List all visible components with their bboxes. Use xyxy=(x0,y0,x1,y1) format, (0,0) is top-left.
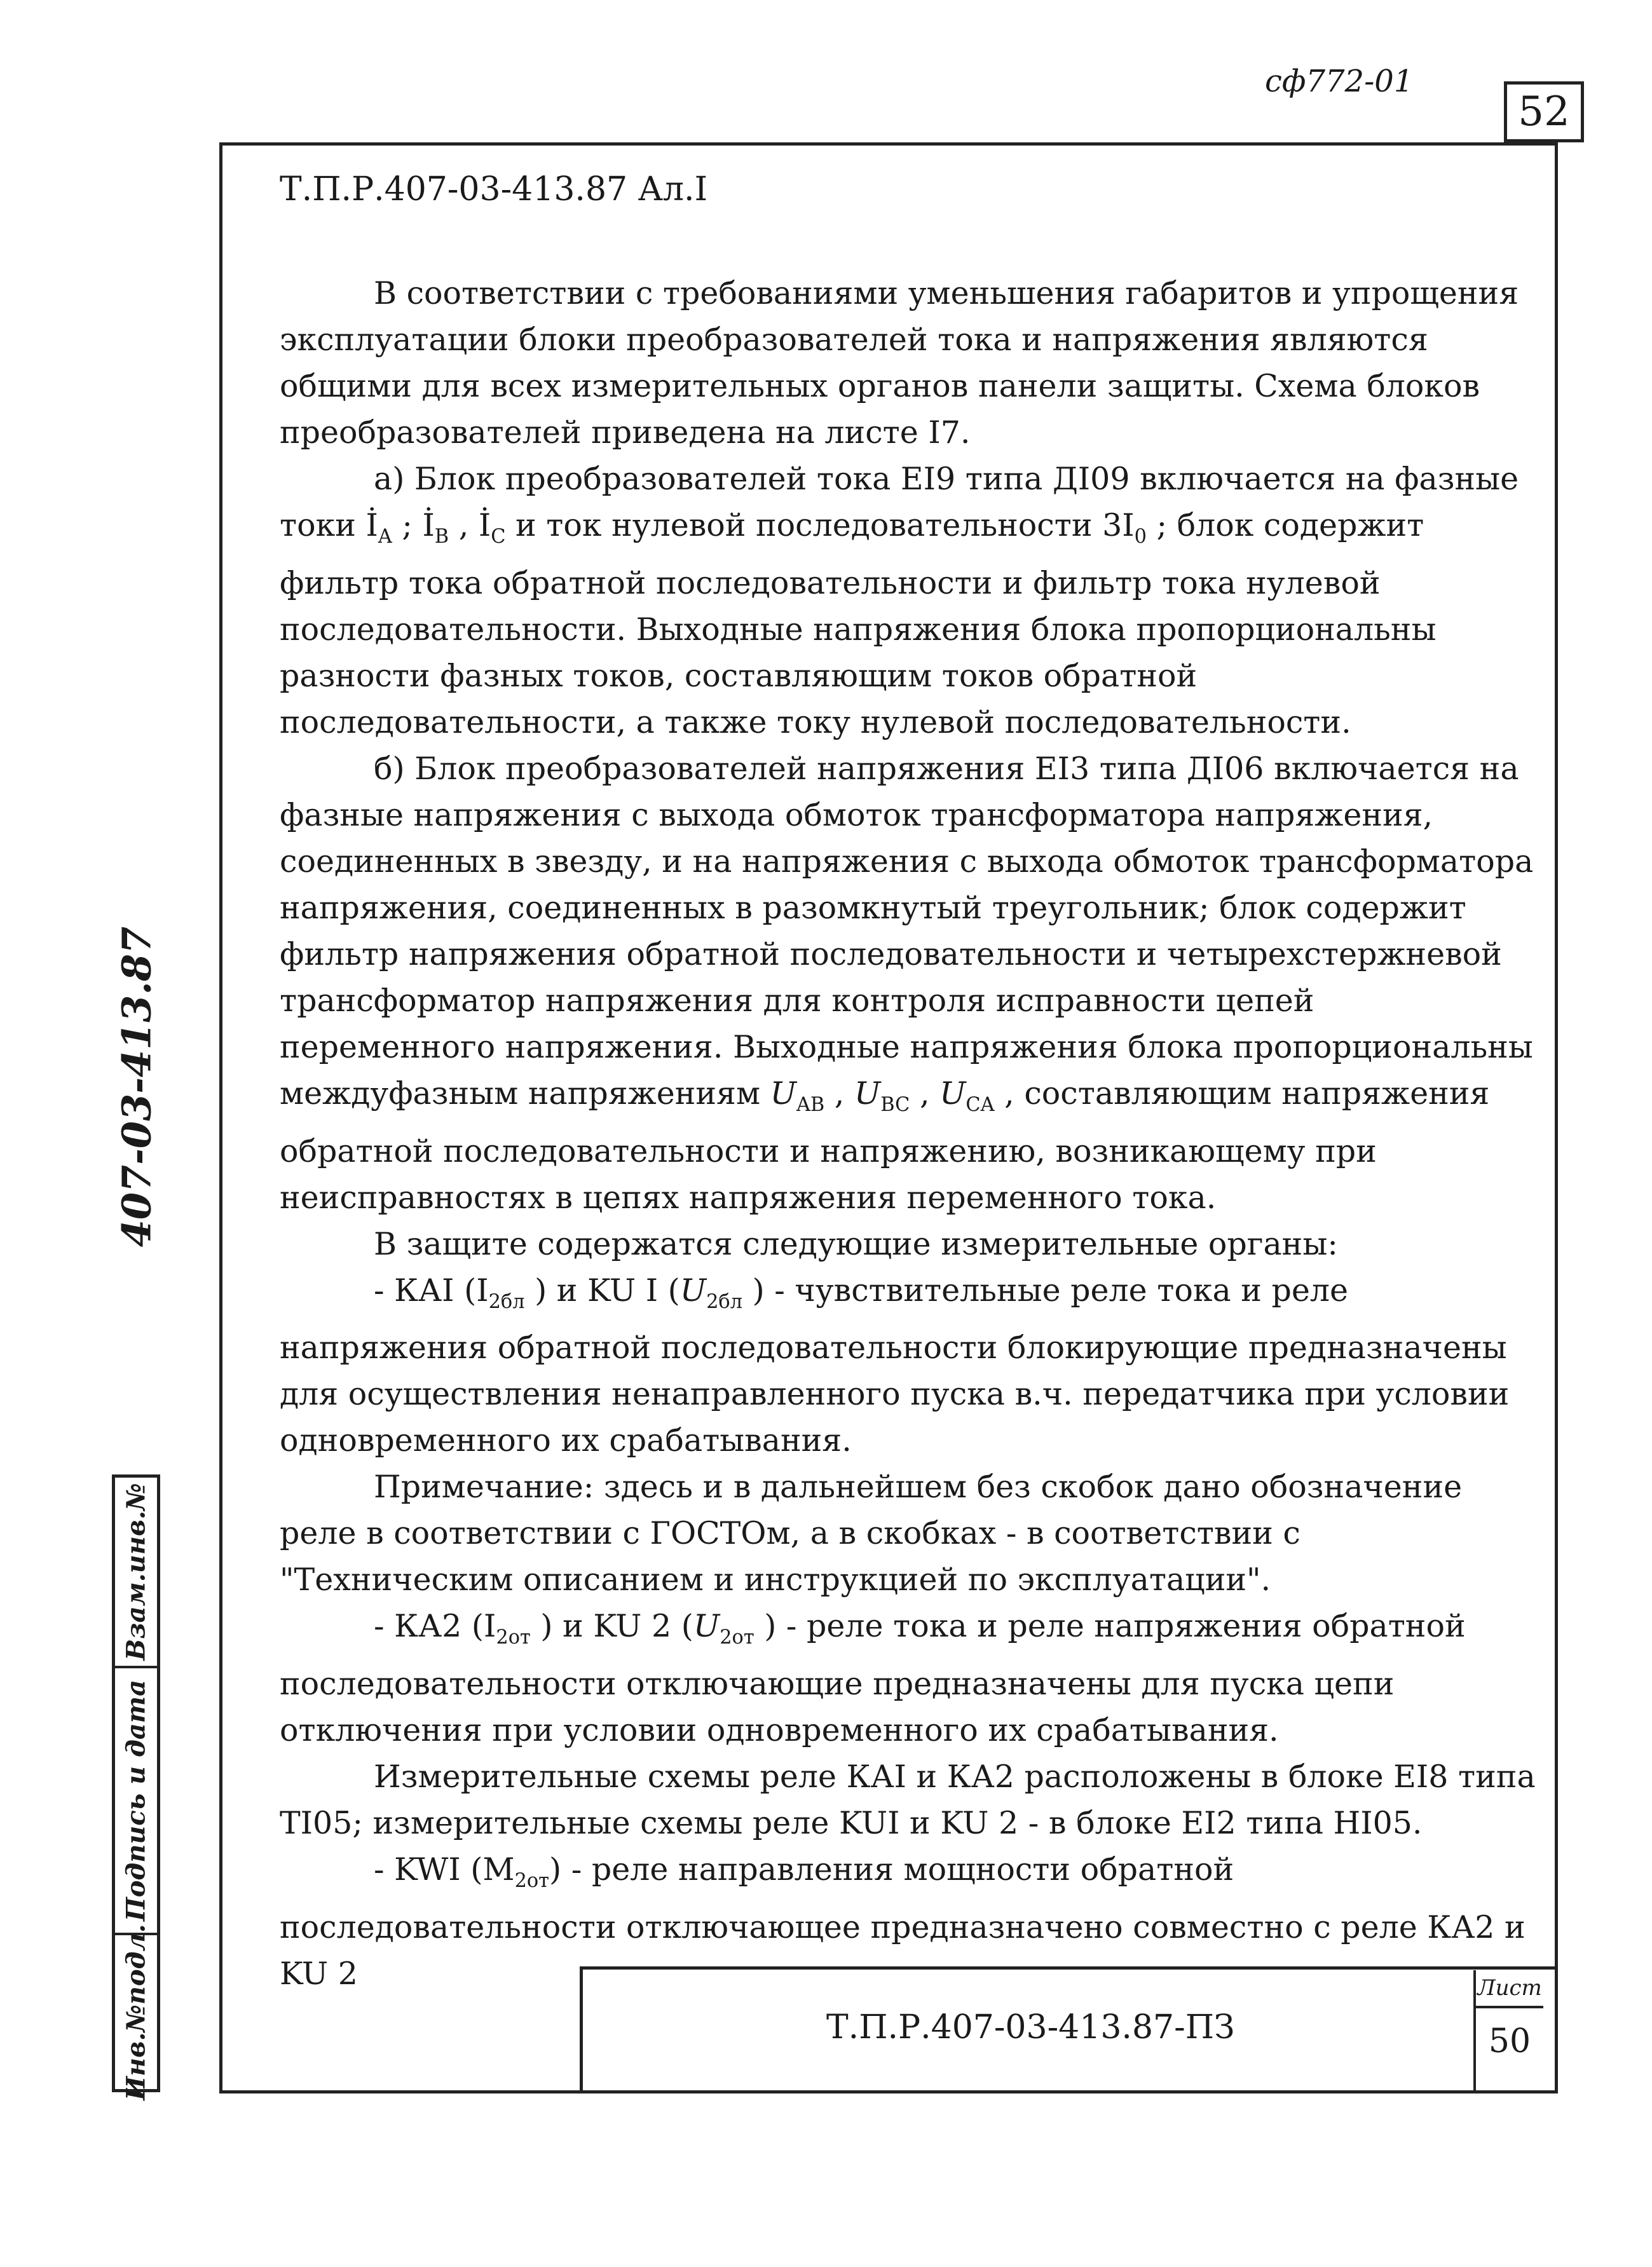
note xyxy=(280,1464,1538,1603)
voltage-uab: $U_{AB}$ xyxy=(770,1075,825,1116)
title-block-sheet-cell xyxy=(1473,1970,1543,2092)
document-code: Т.П.Р.407-03-413.87 Ал.I xyxy=(280,170,708,208)
voltage-u2bl: $U_{2бл}$ xyxy=(679,1272,743,1313)
paragraph-current-block: а) Блок преобразователей тока EI9 типа ДI09 включается на фазные токи $İ_A$ ; $İ_B$ , $İ_C$ и ток нулевой последовательности $3I_0$ ; блок содержит фильтр тока обратной последовательности и фильтр тока нулевой последовательности. Выходные напряжения блока пропорциональны разности фазных токов, составляющим токов обратной последовательности, а также току нулевой последовательности. xyxy=(280,461,1519,740)
main-text xyxy=(280,270,1538,1997)
phasor-ia: $İ_A$ xyxy=(365,507,392,548)
note-text: здесь и в дальнейшем без скобок дано обозначение реле в соответствии с ГОСТОм, а в скобках - в соответствии с "Техническим описанием и инструкцией по эксплуатации". xyxy=(280,1469,1463,1598)
paragraph-ka2: - КА2 ($I_{2от}$ ) и KU 2 ($U_{2от}$ ) - реле тока и реле напряжения обратной последовательности отключающие предназначены для пуска цепи отключения при условии одновременного их срабатывания. xyxy=(280,1608,1466,1749)
power-m2ot: $M_{2от}$ xyxy=(482,1851,550,1892)
paragraph-ka1: - КАI ($I_{2бл}$ ) и KU I ($U_{2бл}$ ) - чувствительные реле тока и реле напряжения обратной последовательности блокирующие предназначены для осуществления ненаправленного пуска в.ч. передатчика при условии одновременного их срабатывания. xyxy=(280,1272,1510,1459)
stamp-field-inv-original: Инв.№подл. xyxy=(121,1924,151,2100)
paragraph-kw1: - KWI $(M_{2от})$ - реле направления мощности обратной последовательности отключающее предназначено совместно с реле КА2 и KU 2 xyxy=(280,1851,1526,1992)
current-i2bl: $I_{2бл}$ xyxy=(476,1272,525,1313)
stamp-field-replace-inv: Взам.инв.№ xyxy=(115,1478,157,1668)
phasor-ic: $İ_C$ xyxy=(478,507,506,548)
paragraph-organs-intro: В защите содержатся следующие измерительные органы: xyxy=(374,1225,1338,1262)
paragraph-measuring-schemes: Измерительные схемы реле КАI и КА2 расположены в блоке EI8 типа TI05; измерительные схемы реле KUI и KU 2 - в блоке EI2 типа HI05. xyxy=(280,1759,1536,1842)
zero-seq-current: $3I_0$ xyxy=(1102,507,1147,548)
phasor-ib: $İ_B$ xyxy=(422,507,449,548)
note-label: Примечание: xyxy=(374,1469,594,1506)
sheet-label: Лист xyxy=(1476,1970,1543,2008)
stamp-field-signature-date: Подпись и дата xyxy=(115,1668,157,1935)
current-i2ot: $I_{2от}$ xyxy=(484,1608,531,1649)
handwritten-code: сф772-01 xyxy=(1265,64,1414,99)
voltage-u2ot: $U_{2от}$ xyxy=(693,1608,754,1649)
sheet-value: 50 xyxy=(1488,2022,1531,2060)
paragraph-voltage-block: б) Блок преобразователей напряжения EI3 типа ДI06 включается на фазные напряжения с выхода обмоток трансформатора напряжения, соединенных в звезду, и на напряжения с выхода обмоток трансформатора напряжения, соединенных в разомкнутый треугольник; блок содержит фильтр напряжения обратной последовательности и четырехстержневой трансформатор напряжения для контроля исправности цепей переменного напряжения. Выходные напряжения блока пропорциональны междуфазным напряжениям $U_{AB}$ , $U_{BC}$ , $U_{CA}$ , составляющим напряжения обратной последовательности и напряжению, возникающему при неисправностях в цепях напряжения переменного тока. xyxy=(280,750,1534,1216)
voltage-ubc: $U_{BC}$ xyxy=(854,1075,910,1116)
sheet-number-box: 52 xyxy=(1504,81,1584,142)
paragraph-intro: В соответствии с требованиями уменьшения габаритов и упрощения эксплуатации блоки преобразователей тока и напряжения являются общими для всех измерительных органов панели защиты. Схема блоков преобразователей приведена на листе I7. xyxy=(280,275,1519,451)
voltage-uca: $U_{CA}$ xyxy=(939,1075,995,1116)
title-block-code: Т.П.Р.407-03-413.87-ПЗ xyxy=(826,2008,1235,2046)
left-stamp xyxy=(112,1474,160,2100)
side-annotation: 407-03-413.87 xyxy=(113,926,160,1248)
